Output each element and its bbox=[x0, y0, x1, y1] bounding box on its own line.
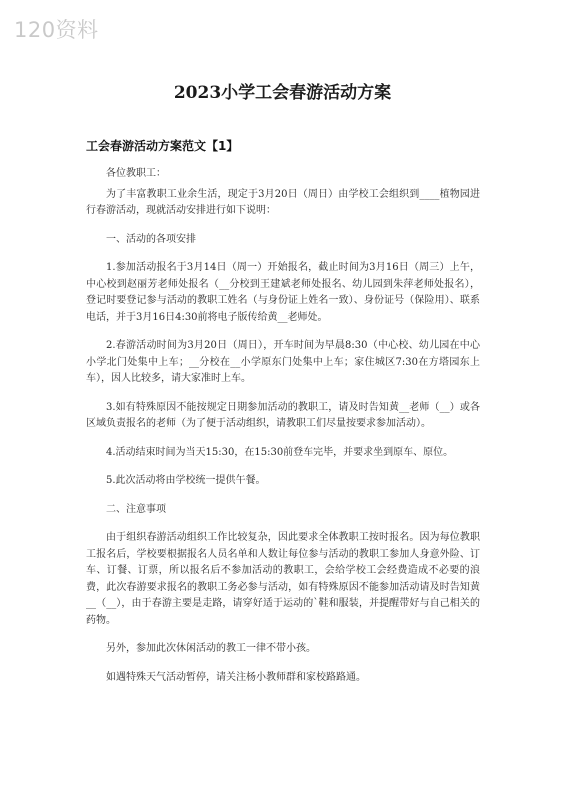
list-item-schedule: 2.春游活动时间为3月20日（周日），开车时间为早晨8:30（中心校、幼儿园在中心小学北门处集中上车；__分校在__小学原东门处集中上车；家住城区7:30在方塔园东上车），因人比较多，请大家准时上车。 bbox=[86, 340, 480, 384]
intro-paragraph: 为了丰富教职工业余生活，现定于3月20日（周日）由学校工会组织到____植物园进行春游活动，现就活动安排进行如下说明： bbox=[86, 188, 480, 216]
subheading-notes: 二、注意事项 bbox=[106, 503, 166, 515]
subheading-arrangements: 一、活动的各项安排 bbox=[106, 233, 196, 245]
document-body bbox=[86, 166, 480, 698]
weather-paragraph: 如遇特殊天气活动暂停，请关注杨小教师群和家校路路通。 bbox=[106, 671, 366, 683]
document-title: 2023小学工会春游活动方案 bbox=[173, 83, 392, 103]
list-item-absence: 3.如有特殊原因不能按规定日期参加活动的教职工，请及时告知黄__老师（__）或各区域负责报名的老师（为了便于活动组织，请教职工们尽量按要求参加活动）。 bbox=[86, 401, 480, 429]
no-children-paragraph: 另外，参加此次休闲活动的教工一律不带小孩。 bbox=[106, 643, 316, 654]
list-item-end-time: 4.活动结束时间为当天15:30，在15:30前登车完毕，并要求坐到原车、原位。 bbox=[106, 446, 454, 458]
notes-paragraph: 由于组织春游活动组织工作比较复杂，因此要求全体教职工按时报名。因为每位教职工报名后，学校要根据报名人员名单和人数让每位参与活动的教职工参加人身意外险、订车、订餐、订票，所以报名后不参加活动的教职工，会给学校工会经费造成不必要的浪费，此次春游要求报名的教职工务必参与活动，如有特殊原因不能参加活动请及时告知黄__（__），由于春游主要是走路，请穿好适于运动的`鞋和服装，并提醒带好与自己相关的药物。 bbox=[86, 532, 480, 626]
list-item-registration: 1.参加活动报名于3月14日（周一）开始报名，截止时间为3月16日（周三）上午，中心校到赵丽芳老师处报名（__分校到王建斌老师处报名、幼儿园到朱萍老师处报名），登记时要登记参与活动的教职工姓名（与身份证上姓名一致）、身份证号（保险用）、联系电话，并于3月16日4:30前将电子版传给黄__老师处。 bbox=[86, 262, 480, 323]
section-heading: 工会春游活动方案范文【1】 bbox=[86, 139, 239, 153]
watermark-logo: 120资料 bbox=[14, 18, 99, 42]
greeting-paragraph: 各位教职工： bbox=[106, 168, 166, 179]
list-item-lunch: 5.此次活动将由学校统一提供午餐。 bbox=[106, 475, 266, 486]
